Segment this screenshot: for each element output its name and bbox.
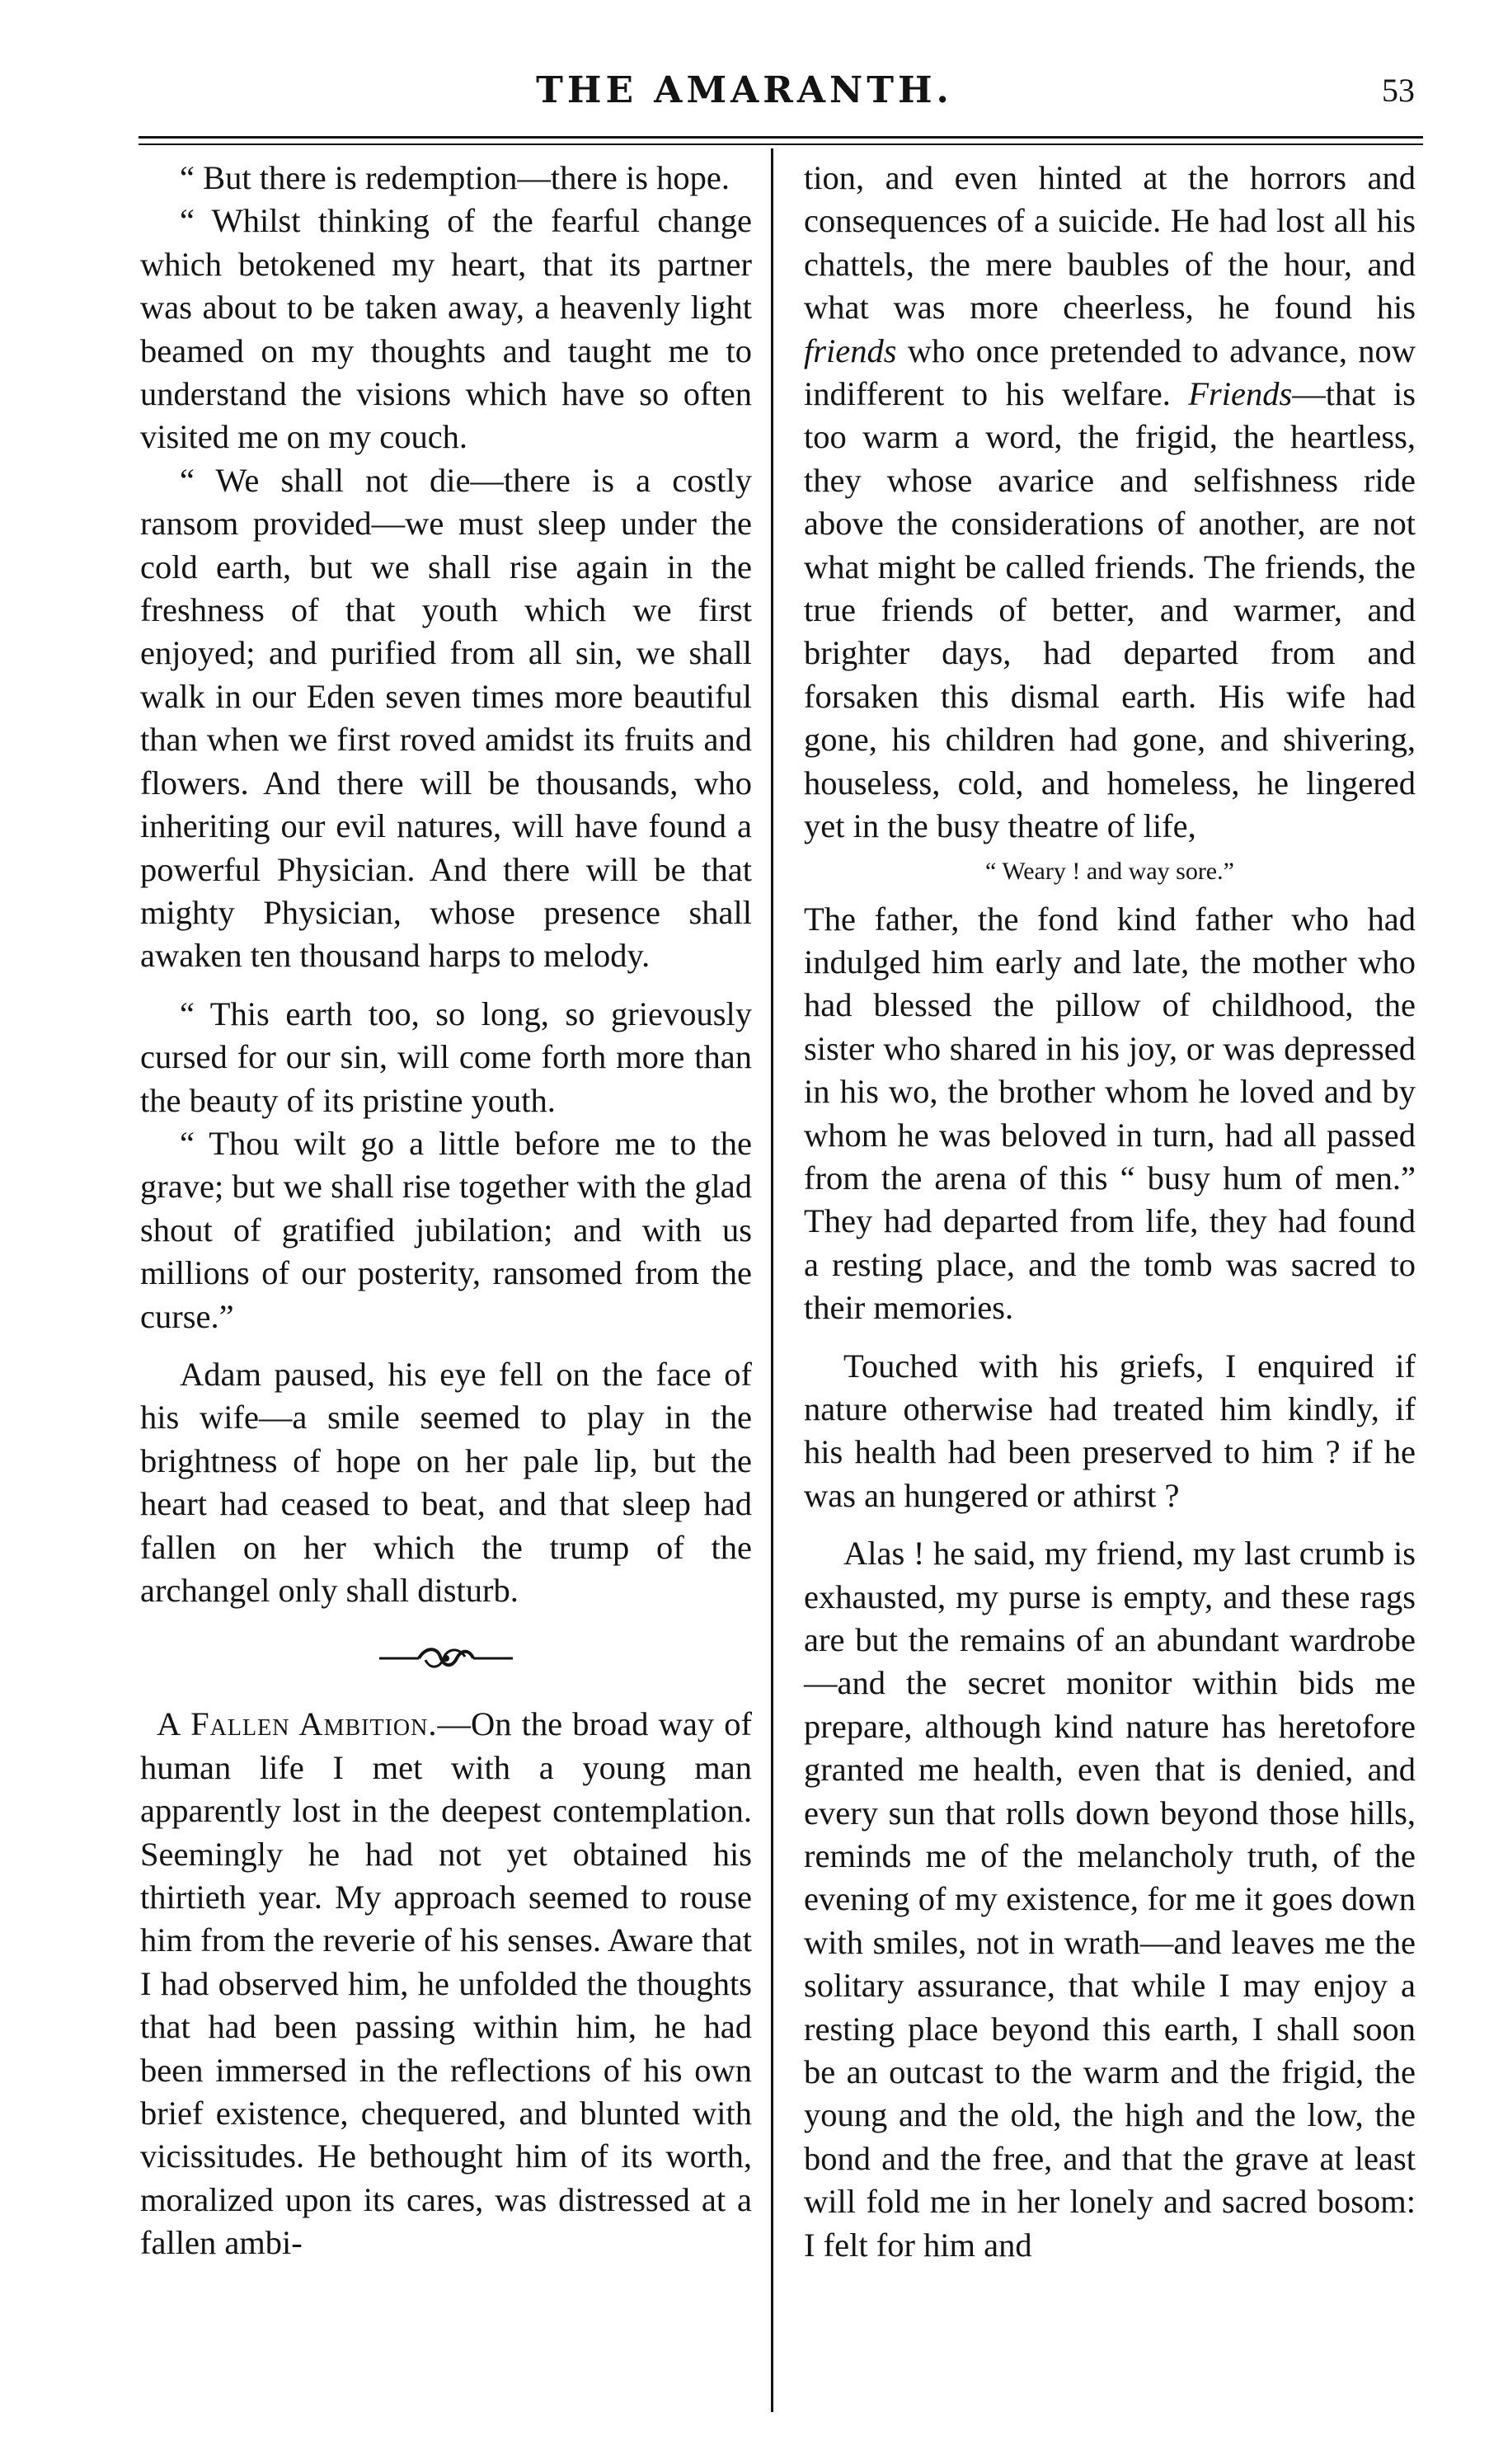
header-rule-thin [139,143,1423,145]
paragraph: “ Thou wilt go a little before me to the grave; but we shall rise together with the glad shout of gratified jubilation; and with us millions of our posterity, ransomed from the curse.” [140,1124,752,1335]
paragraph: “ This earth too, so long, so grievously cursed for our sin, will come forth more than the beauty of its pristine youth. [140,995,752,1119]
paragraph-text: —that is too warm a word, the frigid, the heartless, they whose avarice and selfishness ride above the considerations of another, are not what might be called friends. The friends, the true friends of better, and warmer, and brighter days, had departed from and forsaken this dismal earth. His wife had gone, his children had gone, and shivering, houseless, cold, and homeless, he lingered yet in the busy theatre of life, [804,375,1416,845]
paragraph: Adam paused, his eye fell on the face of his wife—a smile seemed to play in the brightness of hope on her pale lip, but the heart had ceased to beat, and that sleep had fallen on her which the trump of the archangel only shall disturb. [140,1355,752,1609]
paragraph [140,1703,752,2264]
paragraph-text: who once pretended to advance, now indifferent to his welfare. [804,332,1416,413]
section-ornament-icon [140,1642,752,1675]
paragraph: Alas ! he said, my friend, my last crumb is exhausted, my purse is empty, and these rags are but the remains of an abundant wardrobe—and the secret monitor within bids me prepare, although kind nature has heretofore granted me health, even that is denied, and every sun that rolls down beyond those hills, reminds me of the melancholy truth, of the evening of my existence, for me it goes down with smiles, not in wrath—and leaves me the solitary assurance, that while I may enjoy a resting place beyond this earth, I shall soon be an outcast to the warm and the frigid, the young and the old, the high and the low, the bond and the free, and that the grave at least will fold me in her lonely and sacred bosom: I felt for him and [804,1535,1416,2264]
paragraph [804,157,1416,849]
paragraph: “ Whilst thinking of the fearful change which betokened my heart, that its partner was about to be taken away, a heavenly light beamed on my thoughts and taught me to understand the visions which have so often visited me on my couch. [140,202,752,456]
paragraph-text: —On the broad way of human life I met with a young man apparently lost in the deepest contemplation. Seemingly he had not yet obtained his thirtieth year. My approach seemed to rouse him from the reverie of his senses. Aware that I had observed him, he unfolded the thoughts that had been passing within him, he had been immersed in the reflections of his own brief existence, chequered, and blunted with vicissitudes. He bethought him of its worth, moralized upon its cares, was distressed at a fallen ambi- [140,1705,752,2262]
header-rule-thick [139,136,1423,139]
page-number: 53 [1382,72,1415,109]
italic-word: Friends [1188,375,1293,413]
paragraph: “ We shall not die—there is a costly ransom provided—we must sleep under the cold earth, but we shall rise again in the freshness of that youth which we first enjoyed; and purified from all sin, we shall walk in our Eden seven times more beautiful than when we first roved amidst its fruits and flowers. And there will be thousands, who inheriting our evil natures, will have found a powerful Physician. And there will be that mighty Physician, whose presence shall awaken ten thousand harps to melody. [140,461,752,975]
left-column [140,157,752,2265]
paragraph: The father, the fond kind father who had indulged him early and late, the mother who had blessed the pillow of childhood, the sister who shared in his joy, or was depressed in his wo, the brother whom he loved and by whom he was beloved in turn, had all passed from the arena of this “ busy hum of men.” They had departed from life, they had found a resting place, and the tomb was sacred to their memories. [804,900,1416,1327]
paragraph-text: tion, and even hinted at the horrors and consequences of a suicide. He had lost all his chattels, the mere baubles of the hour, and what was more cheerless, he found his [804,159,1416,327]
section-heading: A Fallen Ambition. [157,1705,438,1743]
quotation-line: “ Weary ! and way sore.” [985,857,1234,885]
running-header-title: THE AMARANTH. [536,69,953,111]
column-divider [771,148,773,2412]
paragraph: Touched with his griefs, I enquired if nature otherwise had treated him kindly, if his health had been preserved to him ? if he was an hungered or athirst ? [804,1347,1416,1514]
right-column [804,157,1416,2267]
paragraph: “ But there is redemption—there is hope. [180,159,730,196]
italic-word: friends [804,332,897,369]
